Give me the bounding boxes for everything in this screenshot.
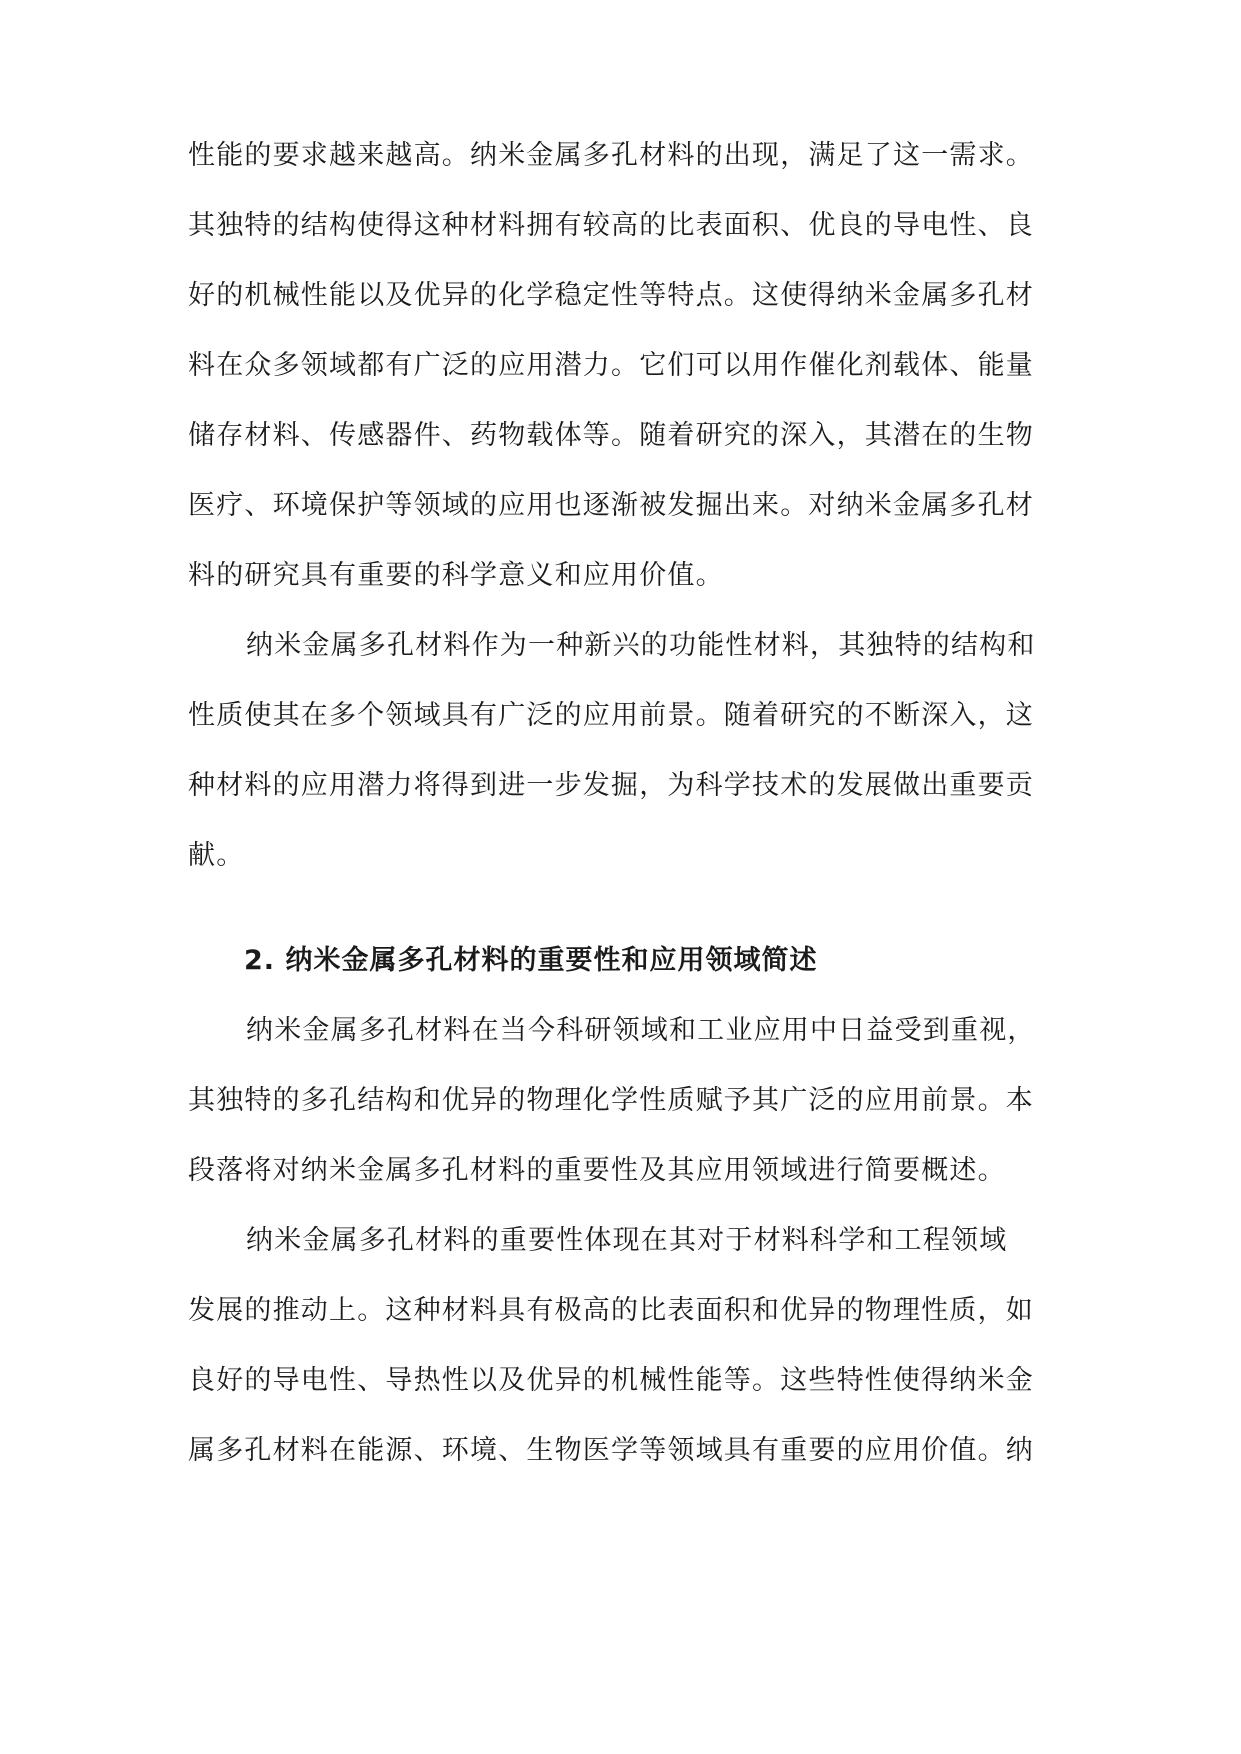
- paragraph-line: 性质使其在多个领域具有广泛的应用前景。随着研究的不断深入，这: [188, 700, 1034, 731]
- paragraph-line: 献。: [188, 840, 245, 871]
- paragraph-line: 发展的推动上。这种材料具有极高的比表面积和优异的物理性质，如: [188, 1295, 1034, 1326]
- paragraph-line: 纳米金属多孔材料作为一种新兴的功能性材料，其独特的结构和: [246, 630, 1036, 661]
- section-heading: 2. 纳米金属多孔材料的重要性和应用领域简述: [244, 945, 818, 976]
- paragraph-line: 良好的导电性、导热性以及优异的机械性能等。这些特性使得纳米金: [188, 1365, 1034, 1396]
- paragraph-line: 性能的要求越来越高。纳米金属多孔材料的出现，满足了这一需求。: [188, 140, 1034, 171]
- paragraph-line: 料的研究具有重要的科学意义和应用价值。: [188, 560, 724, 591]
- paragraph-line: 纳米金属多孔材料在当今科研领域和工业应用中日益受到重视，: [246, 1015, 1036, 1046]
- paragraph-line: 属多孔材料在能源、环境、生物医学等领域具有重要的应用价值。纳: [188, 1435, 1034, 1466]
- paragraph-line: 储存材料、传感器件、药物载体等。随着研究的深入，其潜在的生物: [188, 420, 1034, 451]
- paragraph-line: 纳米金属多孔材料的重要性体现在其对于材料科学和工程领域: [246, 1225, 1008, 1256]
- paragraph-line: 好的机械性能以及优异的化学稳定性等特点。这使得纳米金属多孔材: [188, 280, 1034, 311]
- paragraph-line: 其独特的多孔结构和优异的物理化学性质赋予其广泛的应用前景。本: [188, 1085, 1034, 1116]
- paragraph-line: 种材料的应用潜力将得到进一步发掘，为科学技术的发展做出重要贡: [188, 770, 1034, 801]
- paragraph-line: 其独特的结构使得这种材料拥有较高的比表面积、优良的导电性、良: [188, 210, 1034, 241]
- paragraph-line: 段落将对纳米金属多孔材料的重要性及其应用领域进行简要概述。: [188, 1155, 1006, 1186]
- paragraph-line: 医疗、环境保护等领域的应用也逐渐被发掘出来。对纳米金属多孔材: [188, 490, 1034, 521]
- paragraph-line: 料在众多领域都有广泛的应用潜力。它们可以用作催化剂载体、能量: [188, 350, 1034, 381]
